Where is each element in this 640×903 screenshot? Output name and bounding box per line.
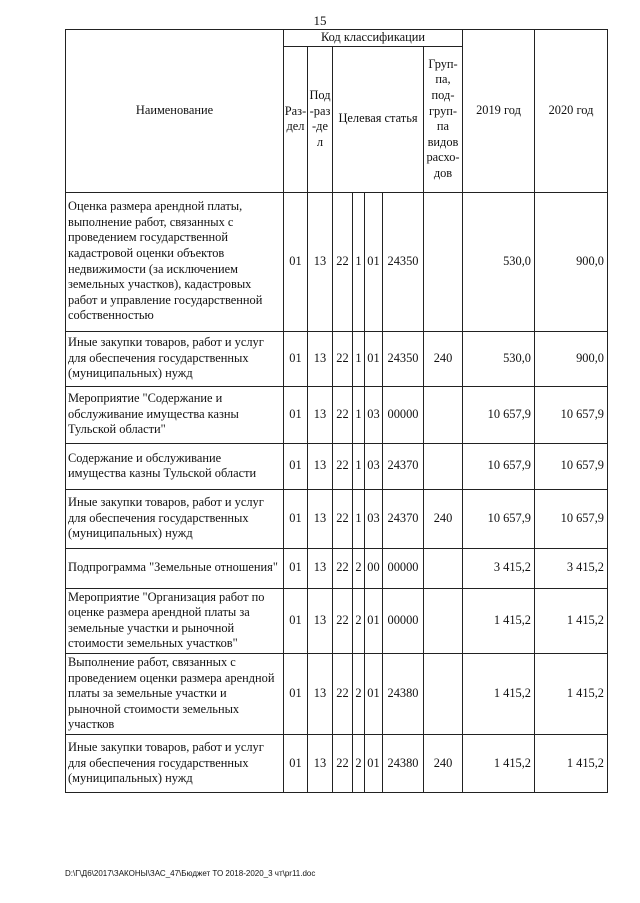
row-razdel: 01 — [284, 734, 308, 792]
row-name: Иные закупки товаров, работ и услуг для обеспечения государственных (муниципальных) нужд — [66, 489, 284, 548]
row-podrazdel: 13 — [308, 443, 333, 489]
row-target-direction: 00000 — [383, 588, 424, 653]
row-name: Выполнение работ, связанных с проведением оценки размера арендной платы за земельные участки и рыночной стоимости земельных участков — [66, 653, 284, 734]
row-target-event: 03 — [365, 386, 383, 443]
row-podrazdel: 13 — [308, 548, 333, 588]
row-expense-group: 240 — [424, 734, 463, 792]
file-path-footer: D:\Г\Д6\2017\ЗАКОНЫ\ЗАС_47\Бюджет ТО 2018-2020_3 чт\pr11.doc — [65, 869, 316, 878]
row-podrazdel: 13 — [308, 192, 333, 331]
row-value-2020: 10 657,9 — [535, 489, 608, 548]
row-target-program: 22 — [333, 331, 353, 386]
row-target-program: 22 — [333, 734, 353, 792]
table-row — [66, 734, 608, 792]
row-expense-group: 240 — [424, 489, 463, 548]
row-podrazdel: 13 — [308, 489, 333, 548]
header-target: Целевая статья — [333, 46, 424, 192]
header-razdel: Раз-дел — [284, 46, 308, 192]
row-razdel: 01 — [284, 653, 308, 734]
row-podrazdel: 13 — [308, 588, 333, 653]
row-value-2019: 1 415,2 — [463, 653, 535, 734]
row-target-subprogram: 2 — [353, 734, 365, 792]
row-target-direction: 24350 — [383, 331, 424, 386]
table-row — [66, 489, 608, 548]
header-podrazdel: Под-раз-дел — [308, 46, 333, 192]
row-target-event: 01 — [365, 588, 383, 653]
row-value-2020: 3 415,2 — [535, 548, 608, 588]
row-podrazdel: 13 — [308, 734, 333, 792]
budget-table — [65, 29, 608, 793]
row-name: Мероприятие "Содержание и обслуживание имущества казны Тульской области" — [66, 386, 284, 443]
row-target-subprogram: 2 — [353, 548, 365, 588]
row-razdel: 01 — [284, 443, 308, 489]
row-expense-group — [424, 548, 463, 588]
row-podrazdel: 13 — [308, 331, 333, 386]
row-target-event: 01 — [365, 653, 383, 734]
row-value-2020: 1 415,2 — [535, 653, 608, 734]
row-expense-group — [424, 588, 463, 653]
row-target-event: 03 — [365, 489, 383, 548]
row-target-direction: 24370 — [383, 489, 424, 548]
row-value-2019: 10 657,9 — [463, 443, 535, 489]
row-target-subprogram: 1 — [353, 331, 365, 386]
row-name: Мероприятие "Организация работ по оценке размера арендной платы за земельные участки и рыночной стоимости земельных участков" — [66, 588, 284, 653]
row-value-2019: 10 657,9 — [463, 386, 535, 443]
row-target-program: 22 — [333, 386, 353, 443]
row-value-2019: 1 415,2 — [463, 734, 535, 792]
row-target-event: 01 — [365, 734, 383, 792]
row-target-subprogram: 1 — [353, 192, 365, 331]
row-razdel: 01 — [284, 192, 308, 331]
row-value-2019: 530,0 — [463, 192, 535, 331]
table-row — [66, 331, 608, 386]
header-name: Наименование — [66, 30, 284, 193]
row-name: Оценка размера арендной платы, выполнение работ, связанных с проведением государственной кадастровой оценки объектов недвижимости (за исключением земельных участков), кадастровых работ и управление государственной собственностью — [66, 192, 284, 331]
row-value-2020: 10 657,9 — [535, 386, 608, 443]
row-target-direction: 24370 — [383, 443, 424, 489]
header-code: Код классификации — [284, 30, 463, 47]
row-target-program: 22 — [333, 192, 353, 331]
row-target-direction: 00000 — [383, 386, 424, 443]
row-target-direction: 00000 — [383, 548, 424, 588]
row-target-event: 00 — [365, 548, 383, 588]
row-podrazdel: 13 — [308, 386, 333, 443]
row-target-event: 01 — [365, 192, 383, 331]
row-razdel: 01 — [284, 489, 308, 548]
row-value-2020: 10 657,9 — [535, 443, 608, 489]
page-number: 15 — [313, 13, 327, 28]
table-row — [66, 386, 608, 443]
table-row — [66, 548, 608, 588]
row-target-event: 01 — [365, 331, 383, 386]
table-row — [66, 443, 608, 489]
row-value-2019: 3 415,2 — [463, 548, 535, 588]
row-expense-group — [424, 192, 463, 331]
row-value-2020: 1 415,2 — [535, 588, 608, 653]
row-target-direction: 24380 — [383, 653, 424, 734]
row-target-program: 22 — [333, 548, 353, 588]
row-value-2020: 1 415,2 — [535, 734, 608, 792]
row-value-2020: 900,0 — [535, 331, 608, 386]
row-expense-group: 240 — [424, 331, 463, 386]
row-razdel: 01 — [284, 588, 308, 653]
row-target-subprogram: 2 — [353, 588, 365, 653]
row-target-program: 22 — [333, 443, 353, 489]
row-value-2019: 1 415,2 — [463, 588, 535, 653]
table-row — [66, 588, 608, 653]
row-razdel: 01 — [284, 331, 308, 386]
row-value-2019: 10 657,9 — [463, 489, 535, 548]
row-razdel: 01 — [284, 548, 308, 588]
row-target-direction: 24350 — [383, 192, 424, 331]
row-target-program: 22 — [333, 489, 353, 548]
table-row — [66, 192, 608, 331]
row-target-event: 03 — [365, 443, 383, 489]
row-target-subprogram: 2 — [353, 653, 365, 734]
row-target-subprogram: 1 — [353, 489, 365, 548]
row-name: Содержание и обслуживание имущества казны Тульской области — [66, 443, 284, 489]
row-podrazdel: 13 — [308, 653, 333, 734]
row-target-subprogram: 1 — [353, 443, 365, 489]
row-razdel: 01 — [284, 386, 308, 443]
row-name: Подпрограмма "Земельные отношения" — [66, 548, 284, 588]
row-expense-group — [424, 653, 463, 734]
header-2019: 2019 год — [463, 30, 535, 193]
row-name: Иные закупки товаров, работ и услуг для обеспечения государственных (муниципальных) нужд — [66, 331, 284, 386]
row-target-direction: 24380 — [383, 734, 424, 792]
table-row — [66, 653, 608, 734]
header-group: Груп-па, под-груп-па видов расхо-дов — [424, 46, 463, 192]
row-expense-group — [424, 386, 463, 443]
row-name: Иные закупки товаров, работ и услуг для обеспечения государственных (муниципальных) нужд — [66, 734, 284, 792]
row-value-2019: 530,0 — [463, 331, 535, 386]
row-expense-group — [424, 443, 463, 489]
row-target-subprogram: 1 — [353, 386, 365, 443]
row-target-program: 22 — [333, 588, 353, 653]
header-2020: 2020 год — [535, 30, 608, 193]
row-value-2020: 900,0 — [535, 192, 608, 331]
row-target-program: 22 — [333, 653, 353, 734]
